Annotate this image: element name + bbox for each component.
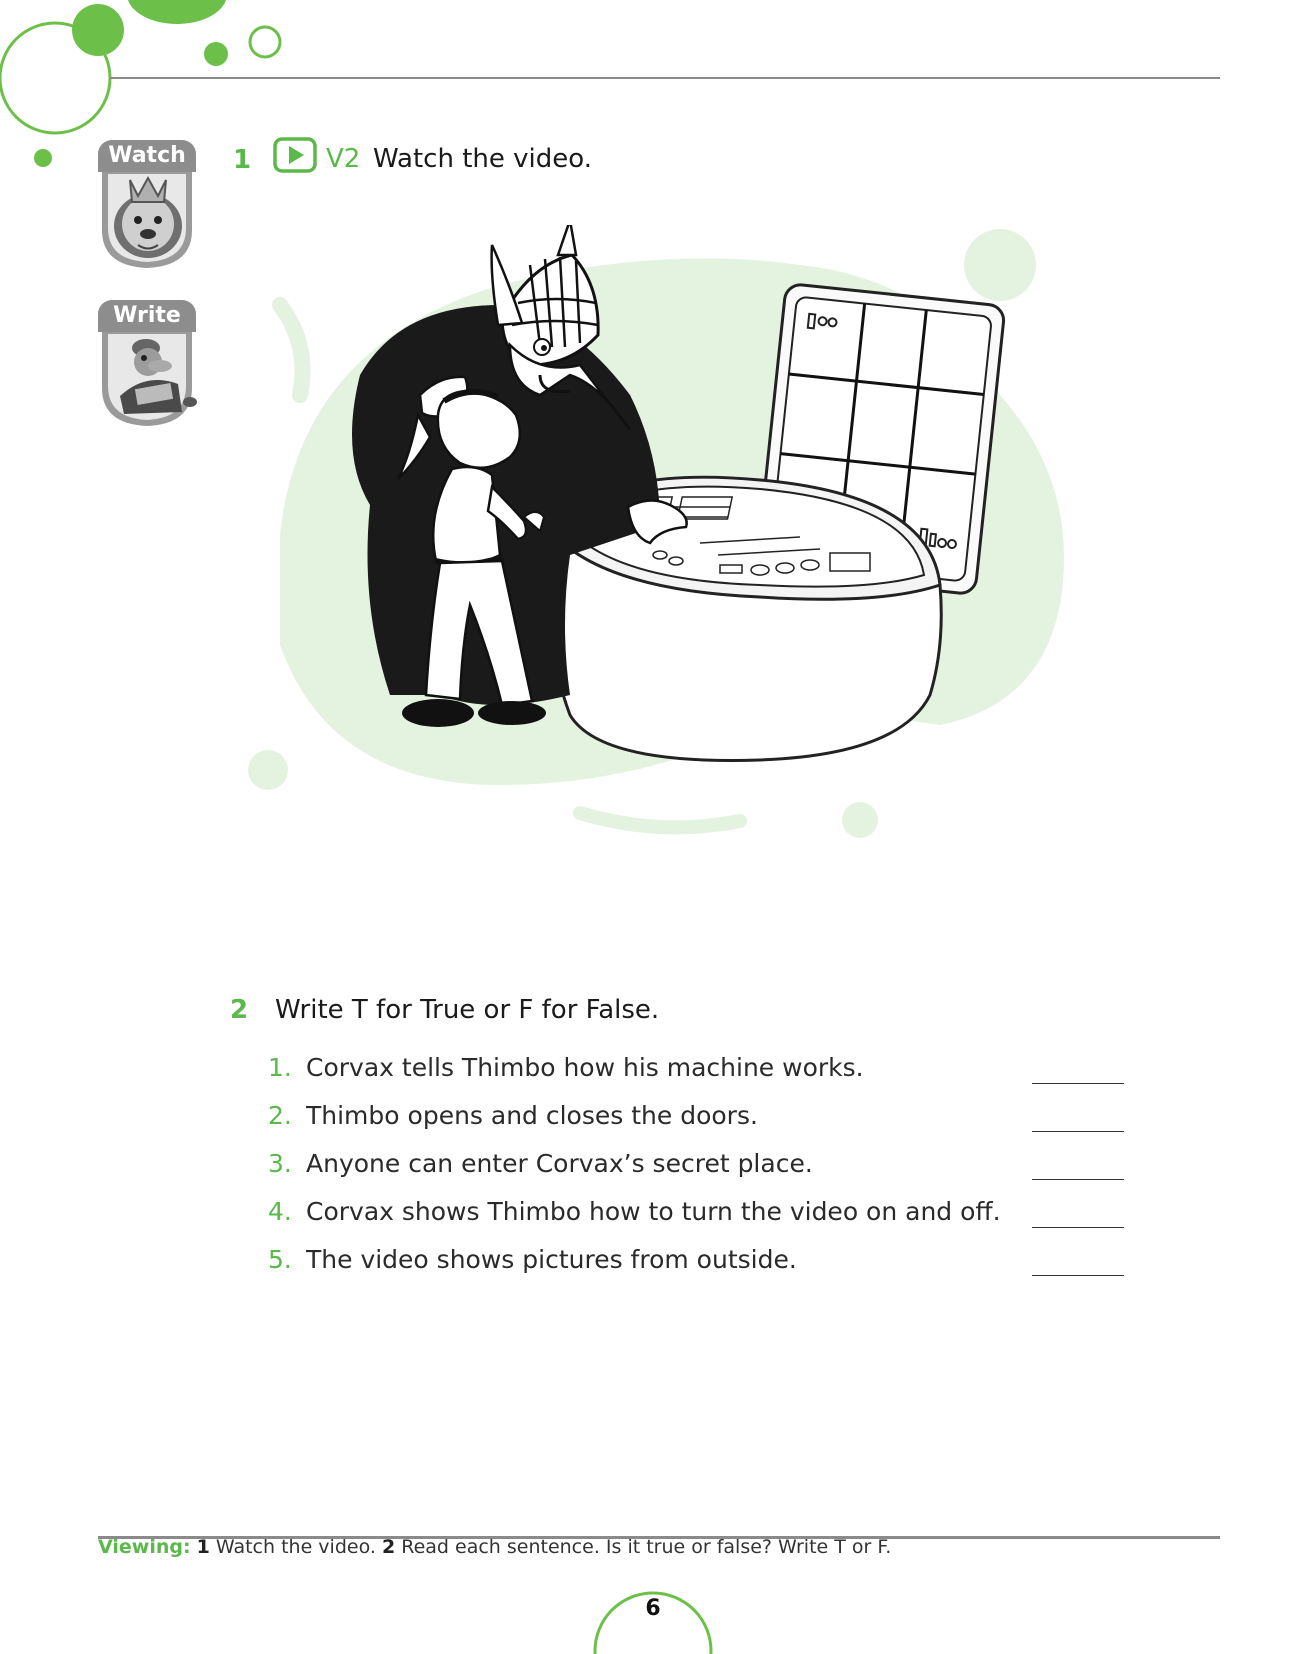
item-number: 3. <box>268 1149 292 1178</box>
exercise-1-title: Watch the video. <box>373 144 592 174</box>
footer-step1-text: Watch the video. <box>215 1536 376 1558</box>
footer-step1-number: 1 <box>196 1536 210 1558</box>
item-text: Corvax shows Thimbo how to turn the video on and off. <box>306 1197 1001 1226</box>
list-item <box>268 1149 1148 1197</box>
list-item <box>268 1197 1148 1245</box>
answer-blank[interactable] <box>1032 1131 1124 1132</box>
watch-label: Watch <box>98 140 196 172</box>
footer-label: Viewing: <box>98 1536 191 1558</box>
video-code: V2 <box>326 144 361 174</box>
footer-step2-text: Read each sentence. Is it true or false? Write T or F. <box>401 1536 892 1558</box>
play-video-icon[interactable] <box>273 137 317 173</box>
answer-blank[interactable] <box>1032 1179 1124 1180</box>
item-text: Corvax tells Thimbo how his machine works. <box>306 1053 864 1082</box>
true-false-list <box>268 1053 1148 1293</box>
item-text: Anyone can enter Corvax’s secret place. <box>306 1149 813 1178</box>
item-text: Thimbo opens and closes the doors. <box>306 1101 758 1130</box>
watch-badge <box>98 140 196 270</box>
answer-blank[interactable] <box>1032 1227 1124 1228</box>
answer-blank[interactable] <box>1032 1275 1124 1276</box>
teacher-note <box>98 1536 891 1558</box>
header-rule <box>110 77 1220 79</box>
item-number: 4. <box>268 1197 292 1226</box>
list-item <box>268 1245 1148 1293</box>
write-badge <box>98 300 196 428</box>
exercise-1-number: 1 <box>233 145 252 175</box>
exercise-2-title: Write T for True or F for False. <box>275 995 660 1025</box>
item-text: The video shows pictures from outside. <box>306 1245 797 1274</box>
answer-blank[interactable] <box>1032 1083 1124 1084</box>
list-item <box>268 1101 1148 1149</box>
page-number: 6 <box>645 1596 661 1621</box>
write-label: Write <box>98 300 196 332</box>
item-number: 1. <box>268 1053 292 1082</box>
list-item <box>268 1053 1148 1101</box>
footer-step2-number: 2 <box>381 1536 396 1558</box>
exercise-2-number: 2 <box>230 995 249 1025</box>
item-number: 2. <box>268 1101 292 1130</box>
corvax-thimbo-illustration <box>240 225 1120 865</box>
item-number: 5. <box>268 1245 292 1274</box>
